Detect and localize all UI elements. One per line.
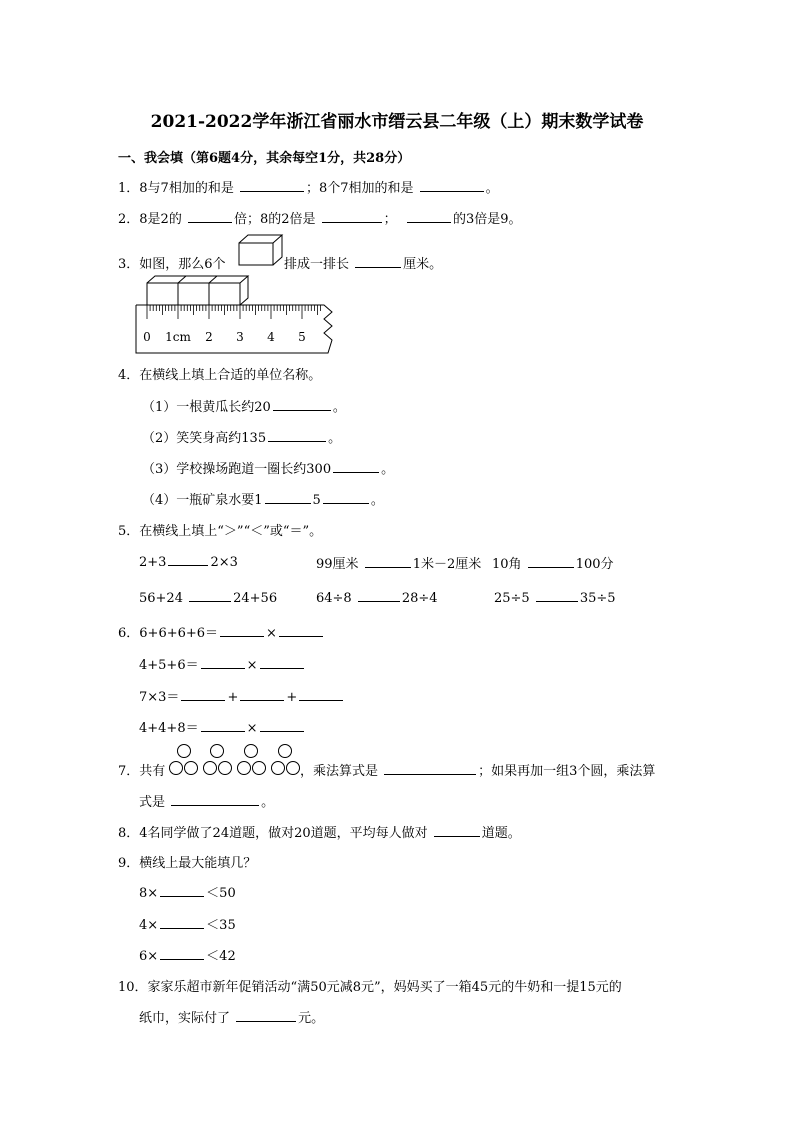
question-1: [118, 177, 499, 196]
answer-blank[interactable]: [201, 719, 245, 732]
question-9-row: [139, 882, 236, 901]
question-text: 倍；8的2倍是: [233, 212, 316, 227]
expression: 8×: [139, 886, 159, 901]
answer-blank[interactable]: [240, 688, 284, 701]
question-text: （3）学校操场跑道一圈长约300: [142, 462, 332, 477]
question-text: 纸巾，实际付了: [139, 1011, 231, 1026]
question-text: 厘米。: [403, 257, 443, 272]
question-9-row: [139, 945, 236, 964]
circle-icon: [279, 745, 292, 758]
question-text: ；: [383, 212, 397, 227]
expression: ×: [246, 721, 258, 736]
answer-blank[interactable]: [160, 916, 204, 929]
expression: 6×: [139, 949, 159, 964]
circle-icon: [178, 745, 191, 758]
question-number: 6．: [118, 626, 140, 641]
circle-icon: [204, 762, 217, 775]
answer-blank[interactable]: [188, 210, 232, 223]
expression: 28÷4: [401, 591, 438, 606]
answer-blank[interactable]: [358, 589, 400, 602]
question-text: 道题。: [481, 826, 521, 841]
question-7-line2: [139, 791, 274, 810]
question-6-row: [139, 686, 345, 705]
question-text: 共有: [139, 764, 166, 779]
question-text: 横线上最大能填几？: [139, 856, 257, 871]
question-6: [118, 622, 325, 641]
question-4-2: [142, 427, 341, 446]
question-text: 。: [370, 493, 384, 508]
circle-icon: [272, 762, 285, 775]
compare-item: [139, 589, 277, 606]
circles-figure: [168, 743, 300, 777]
question-text: 如图，那么6个: [139, 257, 226, 272]
question-6-row: [139, 717, 306, 736]
circle-icon: [170, 762, 183, 775]
expression: ＜35: [206, 918, 236, 933]
question-number: 5．: [118, 524, 140, 539]
ruler-label: 1cm: [165, 330, 191, 344]
question-number: 4．: [118, 368, 140, 383]
expression: 4+5+6＝: [139, 658, 199, 673]
answer-blank[interactable]: [236, 1009, 296, 1022]
compare-item: [492, 553, 614, 572]
question-number: 7．: [118, 764, 140, 779]
circle-icon: [245, 745, 258, 758]
expression: ＜50: [206, 886, 236, 901]
answer-blank[interactable]: [268, 429, 326, 442]
answer-blank[interactable]: [265, 491, 311, 504]
question-3: [118, 253, 226, 272]
ruler-label: 3: [236, 330, 244, 344]
ruler-figure: [134, 275, 340, 357]
question-7-cont: [300, 760, 655, 779]
expression: 24+56: [233, 591, 278, 606]
answer-blank[interactable]: [536, 589, 578, 602]
answer-blank[interactable]: [273, 398, 331, 411]
question-text: 8是2的: [139, 212, 182, 227]
ruler-label: 4: [267, 330, 275, 344]
expression: 6+6+6+6＝: [139, 626, 219, 641]
cube: [178, 283, 209, 305]
question-text: ；如果再加一组3个圆，乘法算: [478, 764, 656, 779]
compare-item: [494, 589, 616, 606]
question-9: [118, 852, 256, 871]
expression: 100分: [575, 557, 614, 572]
answer-blank[interactable]: [407, 210, 451, 223]
question-9-row: [139, 914, 236, 933]
question-number: 10．: [118, 980, 148, 995]
question-text: 家家乐超市新年促销活动“满50元减8元”，妈妈买了一箱45元的牛奶和一提15元的: [147, 980, 622, 995]
expression: 2×3: [210, 555, 238, 570]
expression: 56+24: [139, 591, 183, 606]
answer-blank[interactable]: [168, 553, 208, 566]
section-heading: 一、我会填（第6题4分，其余每空1分，共28分）: [118, 151, 411, 166]
circle-icon: [287, 762, 300, 775]
question-10-line2: [139, 1007, 324, 1026]
compare-item: [316, 553, 481, 572]
question-text: 。: [485, 181, 499, 196]
expression: 1米－2厘米: [412, 557, 482, 572]
question-text: 4名同学做了24道题，做对20道题，平均每人做对: [139, 826, 428, 841]
question-text: 式是: [139, 795, 166, 810]
question-8: [118, 822, 521, 841]
expression: ＜42: [206, 949, 236, 964]
expression: 64÷8: [316, 591, 352, 606]
question-text: 8与7相加的和是: [139, 181, 234, 196]
page-title: 2021-2022学年浙江省丽水市缙云县二年级（上）期末数学试卷: [150, 112, 644, 132]
question-4-4: [142, 489, 384, 508]
answer-blank[interactable]: [528, 555, 574, 568]
expression: ×: [266, 626, 277, 641]
question-5: [118, 520, 322, 539]
answer-blank[interactable]: [260, 719, 304, 732]
expression: +: [286, 690, 298, 705]
answer-blank[interactable]: [201, 656, 245, 669]
circle-icon: [238, 762, 251, 775]
question-text: （4）一瓶矿泉水要1: [142, 493, 263, 508]
answer-blank[interactable]: [171, 793, 259, 806]
expression: 7×3＝: [139, 690, 180, 705]
question-text: 。: [328, 431, 342, 446]
expression: 10角: [492, 557, 522, 572]
question-text: 的3倍是9。: [452, 212, 522, 227]
answer-blank[interactable]: [189, 589, 231, 602]
answer-blank[interactable]: [160, 947, 204, 960]
answer-blank[interactable]: [220, 624, 264, 637]
answer-blank[interactable]: [181, 688, 225, 701]
circle-icon: [185, 762, 198, 775]
question-text: 排成一排长: [284, 257, 350, 272]
expression: 35÷5: [579, 591, 616, 606]
answer-blank[interactable]: [240, 179, 304, 192]
question-2: [118, 208, 521, 227]
circle-icon: [211, 745, 224, 758]
question-number: 2．: [118, 212, 140, 227]
question-text: （1）一根黄瓜长约20: [142, 400, 271, 415]
answer-blank[interactable]: [384, 762, 476, 775]
answer-blank[interactable]: [299, 688, 343, 701]
question-text: 。: [381, 462, 395, 477]
question-number: 9．: [118, 856, 140, 871]
ruler-label: 5: [298, 330, 306, 344]
question-text: ；8个7相加的和是: [305, 181, 414, 196]
answer-blank[interactable]: [260, 656, 304, 669]
expression: 4+4+8＝: [139, 721, 199, 736]
question-text: 在横线上填上合适的单位名称。: [139, 368, 322, 383]
compare-item: [316, 589, 438, 606]
question-number: 8．: [118, 826, 140, 841]
expression: 99厘米: [316, 557, 359, 572]
question-7: [118, 760, 165, 779]
ruler-label: 0: [143, 330, 151, 344]
expression: 25÷5: [494, 591, 530, 606]
answer-blank[interactable]: [420, 179, 484, 192]
expression: 2+3: [139, 555, 167, 570]
circle-icon: [219, 762, 232, 775]
question-3-cont: [284, 253, 442, 272]
question-text: 元。: [298, 1011, 325, 1026]
ruler: [136, 305, 332, 353]
cube-icon: [238, 234, 284, 266]
ruler-label: 2: [205, 330, 213, 344]
question-text: 5: [312, 493, 321, 508]
question-text: （2）笑笑身高约135: [142, 431, 267, 446]
question-6-row: [139, 654, 306, 673]
question-number: 1．: [118, 181, 140, 196]
question-10: [118, 976, 622, 995]
question-text: 。: [261, 795, 275, 810]
circle-icon: [253, 762, 266, 775]
question-number: 3．: [118, 257, 140, 272]
answer-blank[interactable]: [322, 210, 382, 223]
answer-blank[interactable]: [434, 824, 480, 837]
expression: +: [227, 690, 239, 705]
expression: ×: [246, 658, 258, 673]
question-4: [118, 364, 321, 383]
answer-blank[interactable]: [323, 491, 369, 504]
cube: [147, 283, 178, 305]
cube: [209, 283, 240, 305]
answer-blank[interactable]: [160, 884, 204, 897]
answer-blank[interactable]: [365, 555, 411, 568]
question-text: ，乘法算式是: [300, 764, 379, 779]
expression: 4×: [139, 918, 159, 933]
answer-blank[interactable]: [279, 624, 323, 637]
answer-blank[interactable]: [333, 460, 379, 473]
question-text: 。: [332, 400, 346, 415]
question-4-3: [142, 458, 394, 477]
question-text: 在横线上填上“＞”“＜”或“＝”。: [139, 524, 323, 539]
compare-item: [139, 553, 238, 570]
answer-blank[interactable]: [355, 255, 401, 268]
question-4-1: [142, 396, 346, 415]
